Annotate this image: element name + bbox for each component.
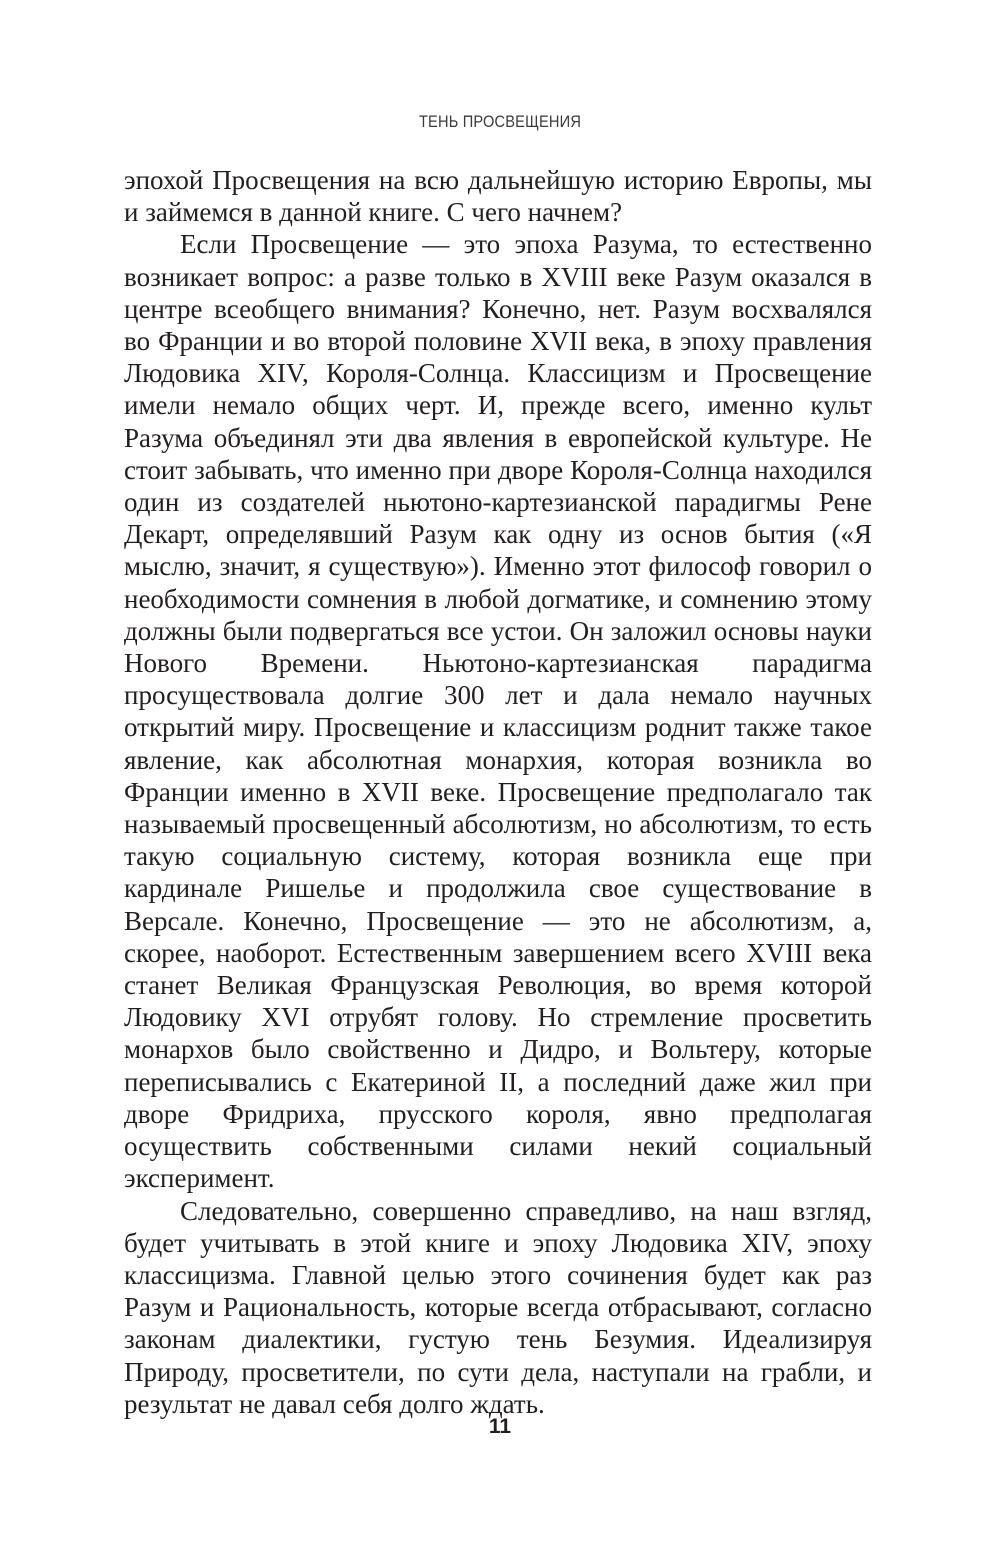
running-header: ТЕНЬ ПРОСВЕЩЕНИЯ (418, 112, 582, 131)
body-text (124, 164, 872, 1420)
paragraph-conclusion: Следовательно, совершенно справедливо, на наш взгляд, будет учитывать в этой книге и эпоху Людовика XIV, эпоху классицизма. Главной целью этого сочинения будет как раз Разум и Рациональность, которые всегда отбрасывают, согласно законам диалектики, густую тень Безумия. Идеализируя Природу, просветители, по сути дела, наступали на грабли, и результат не давал себя долго ждать. (124, 1195, 872, 1419)
page-number: 11 (488, 1415, 512, 1438)
paragraph-continuation: эпохой Просвещения на всю дальнейшую историю Европы, мы и займемся в данной книге. С чего начнем? (124, 165, 872, 228)
paragraph-enlightenment-and-reason: Если Просвещение — это эпоха Разума, то естественно возникает вопрос: а разве только в XVIII веке Разум оказался в центре всеобщего внимания? Конечно, нет. Разум восхвалялся во Франции и во второй половине XVII века, в эпоху правления Людовика XIV, Короля-Солнца. Классицизм и Просвещение имели немало общих черт. И, прежде всего, именно культ Разума объединял эти два явления в европейской культуре. Не стоит забывать, что именно при дворе Короля-Солнца находился один из создателей ньютоно-картезианской парадигмы Рене Декарт, определявший Разум как одну из основ бытия («Я мыслю, значит, я существую»). Именно этот философ говорил о необходимости сомнения в любой догматике, и сомнению этому должны были подвергаться все устои. Он заложил основы науки Нового Времени. Ньютоно-картезианская парадигма просуществовала долгие 300 лет и дала немало научных открытий миру. Просвещение и классицизм роднит также такое явление, как абсолютная монархия, которая возникла во Франции именно в XVII веке. Просвещение предполагало так называемый просвещенный абсолютизм, но абсолютизм, то есть такую социальную систему, которая возникла еще при кардинале Ришелье и продолжила свое существование в Версале. Конечно, Просвещение — это не абсолютизм, а, скорее, наоборот. Естественным завершением всего XVIII века станет Великая Французская Революция, во время которой Людовику XVI отрубят голову. Но стремление просветить монархов было свойственно и Дидро, и Вольтеру, которые переписывались с Екатериной II, а последний даже жил при дворе Фридриха, прусского короля, явно предполагая осуществить собственными силами некий социальный эксперимент. (124, 229, 872, 1194)
